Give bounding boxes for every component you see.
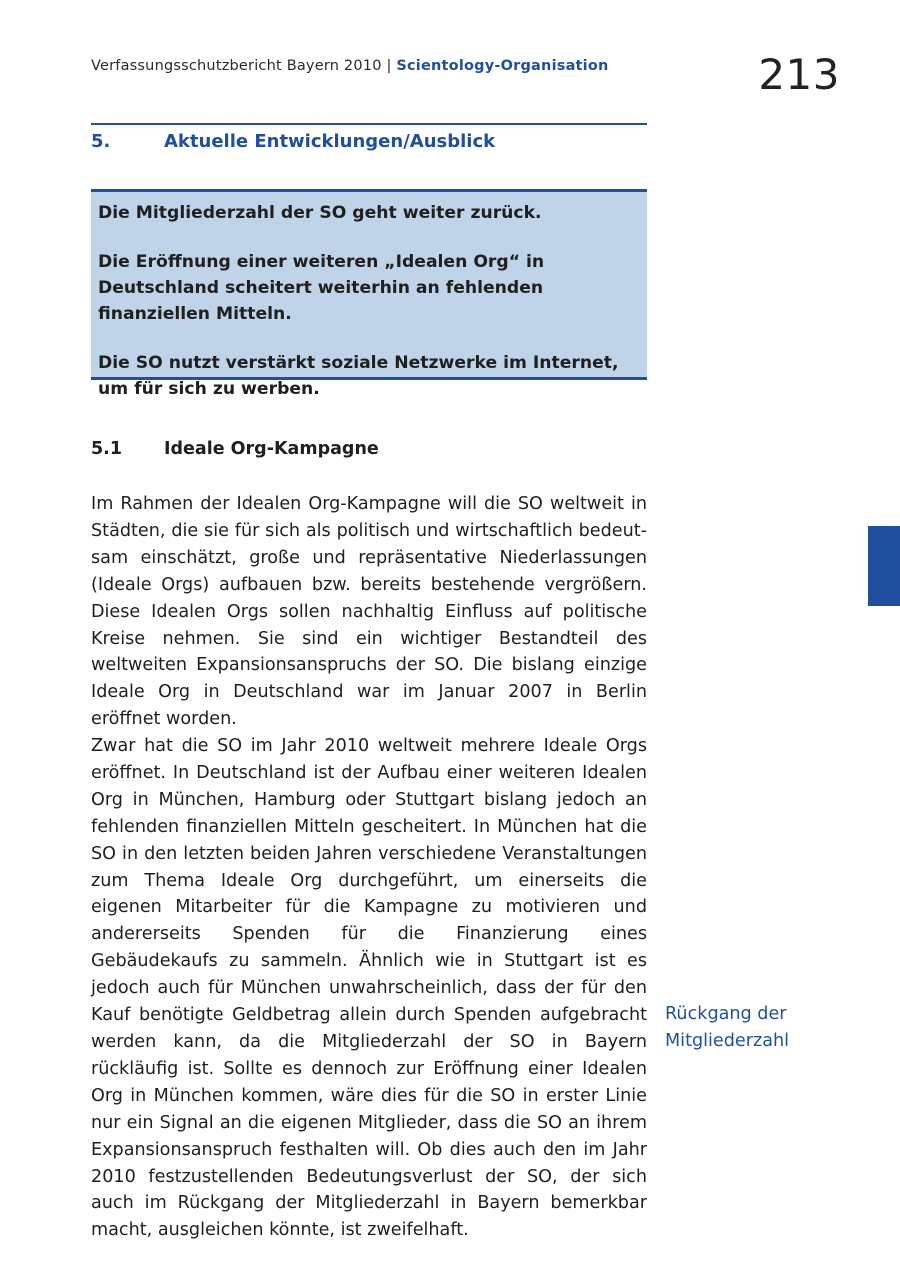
margin-note: Rückgang der Mitgliederzahl: [665, 1004, 790, 1051]
chapter-thumb-tab: [868, 526, 900, 606]
subsection-heading: [91, 439, 379, 459]
section-name: Scientology-Organisation: [396, 58, 609, 74]
body-paragraph: Zwar hat die SO im Jahr 2010 weltweit mehrere Ideale Orgs eröffnet. In Deutschland ist der Aufbau einer weiteren Idealen Org in München, Hamburg oder Stuttgart bislang jedoch an fehlenden finanziellen Mitteln gescheitert. In München hat die SO in den letzten beiden Jahren verschiedene Veranstaltungen zum Thema Ideale Org durchgeführt, um einerseits die eigenen Mitarbeiter für die Kampagne zu motivieren und andererseits Spenden für die Finanzierung eines Gebäudekaufs zu sammeln. Ähnlich wie in Stuttgart ist es jedoch auch für München unwahrscheinlich, dass der für den Kauf benötigte Geldbetrag allein durch Spenden aufgebracht werden kann, da die Mitgliederzahl der SO in Bayern rückläufig ist. Sollte es dennoch zur Eröffnung einer Idealen Org in München kommen, wäre dies für die SO in erster Linie nur ein Signal an die eigenen Mitglieder, dass die SO an ihrem Expansionsanspruch festhalten will. Ob dies auch den im Jahr 2010 festzustellenden Bedeutungsverlust der SO, der sich auch im Rückgang der Mitgliederzahl in Bayern bemerkbar macht, ausgleichen könnte, ist zweifelhaft.: [91, 736, 647, 1241]
chapter-heading: [91, 131, 647, 152]
subsection-number: 5.1: [91, 439, 123, 459]
body-paragraph: Im Rahmen der Idealen Org-Kampagne will die SO weltweit in Städten, die sie für sich als politisch und wirtschaftlich bedeutsam einschätzt, große und repräsentative Niederlassungen (Ideale Orgs) aufbauen bzw. bereits bestehende vergrößern. Diese Idealen Orgs sollen nachhaltig Einfluss auf politische Kreise nehmen. Sie sind ein wichtiger Bestandteil des weltweiten Expansionsanspruchs der SO. Die bislang einzige Ideale Org in Deutschland war im Januar 2007 in Berlin eröffnet worden.: [91, 494, 647, 730]
running-header: [91, 58, 609, 74]
header-separator: |: [386, 58, 392, 74]
summary-point: Die Eröffnung einer weiteren „Idealen Org“ in Deutschland scheitert weiterhin an fehlenden finanziellen Mitteln.: [98, 252, 545, 324]
publication-title: Verfassungsschutzbericht Bayern 2010: [91, 58, 382, 74]
page-number: 213: [758, 50, 840, 99]
summary-point: Die Mitgliederzahl der SO geht weiter zurück.: [98, 203, 542, 223]
subsection-title: Ideale Org-Kampagne: [164, 439, 379, 459]
chapter-title: Aktuelle Entwicklungen/Ausblick: [164, 131, 496, 152]
summary-point: Die SO nutzt verstärkt soziale Netzwerke im Internet, um für sich zu werben.: [98, 353, 619, 399]
heading-rule: [91, 123, 647, 125]
chapter-number: 5.: [91, 131, 111, 152]
summary-box: [91, 189, 647, 399]
